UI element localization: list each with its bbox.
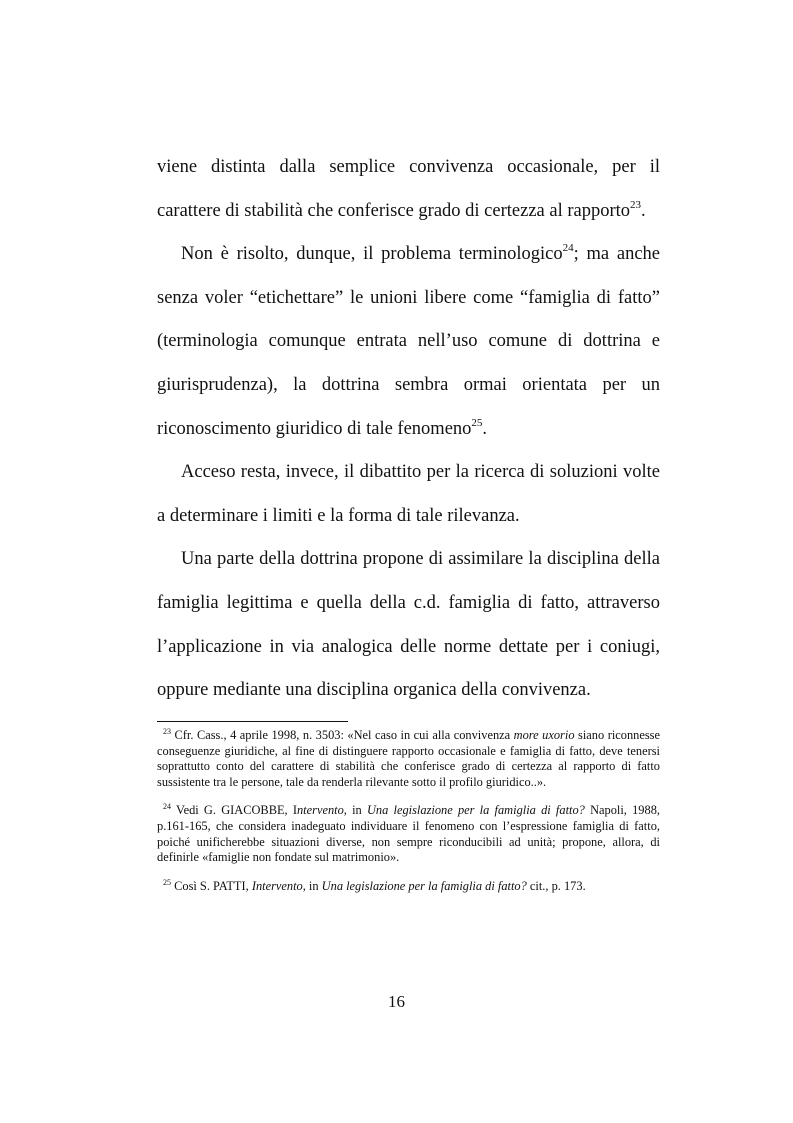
footnote-ref-23[interactable]: 23 — [630, 198, 642, 211]
paragraph-1-tail: . — [641, 200, 646, 221]
footnote-25-italic-2: Una legislazione per la famiglia di fatto? — [321, 878, 527, 893]
footnote-24-text-b: , in — [343, 803, 367, 818]
footnote-ref-24[interactable]: 24 — [562, 242, 574, 255]
paragraph-1 — [157, 146, 660, 233]
footnote-23-italic: more uxorio — [513, 728, 575, 742]
footnote-23-text-b: siano riconnesse conseguenze giuridiche, al fine di distinguere rapporto occasionale e famiglia di fatto, deve tenersi soprattutto conto del carattere di stabilità che conferisce grado di certezza al rapporto di fatto sussistente tra le persone, tale da renderla rilevante sotto il profilo giuridico..». — [157, 728, 661, 789]
footnote-23 — [157, 728, 660, 790]
footnote-24-text-a: Vedi G. GIACOBBE, I — [176, 803, 297, 818]
footnote-ref-25[interactable]: 25 — [471, 416, 483, 429]
footnote-24 — [157, 803, 660, 865]
paragraph-3: Acceso resta, invece, il dibattito per la ricerca di soluzioni volte a determinare i limiti e la forma di tale rilevanza. — [157, 462, 660, 526]
paragraph-2 — [157, 233, 660, 451]
page-number: 16 — [388, 992, 405, 1011]
footnote-25 — [157, 879, 660, 895]
paragraph-4: Una parte della dottrina propone di assimilare la disciplina della famiglia legittima e quella della c.d. famiglia di fatto, attraverso l’applicazione in via analogica delle norme dettate per i coniugi, oppure mediante una disciplina organica della convivenza. — [157, 549, 660, 701]
body-text — [157, 146, 660, 713]
footnote-23-text-a: Cfr. Cass., 4 aprile 1998, n. 3503: «Nel caso in cui alla convivenza — [174, 728, 514, 742]
footnote-23-number: 23 — [163, 727, 171, 736]
footnote-25-text-a: Così S. PATTI, — [174, 878, 252, 893]
footnote-25-text-b: , in — [302, 878, 322, 893]
footnote-separator — [157, 721, 348, 722]
footnote-25-text-c: cit., p. 173. — [526, 878, 586, 893]
footnote-25-italic-1: Intervento — [251, 878, 303, 893]
footnote-24-italic-2: Una legislazione per la famiglia di fatto? — [366, 803, 585, 818]
footnote-24-text-c: Napoli, 1988, p.161-165, che considera inadeguato individuare il fenomeno con l’espressione famiglia di fatto, poiché unificherebbe situazioni diverse, non sempre riconducibili ad unità; propone, allora, di definirle «famiglie non fondate sul matrimonio». — [157, 803, 660, 865]
paragraph-2-text-b: ; ma anche senza voler “etichettare” le unioni libere come “famiglia di fatto” (terminologia comunque entrata nell’uso comune di dottrina e giurisprudenza), la dottrina sembra ormai orientata per un riconoscimento giuridico di tale fenomeno — [157, 244, 660, 439]
footnote-24-italic-1: ntervento — [296, 803, 344, 818]
footnote-25-number: 25 — [163, 877, 171, 887]
paragraph-1-text: viene distinta dalla semplice convivenza occasionale, per il carattere di stabilità che conferisce grado di certezza al rapporto — [157, 157, 660, 221]
paragraph-2-text-c: . — [482, 418, 488, 439]
footnotes — [157, 721, 660, 907]
footnote-24-number: 24 — [163, 802, 171, 812]
paragraph-2-text-a: Non è risolto, dunque, il problema terminologico — [181, 244, 563, 265]
